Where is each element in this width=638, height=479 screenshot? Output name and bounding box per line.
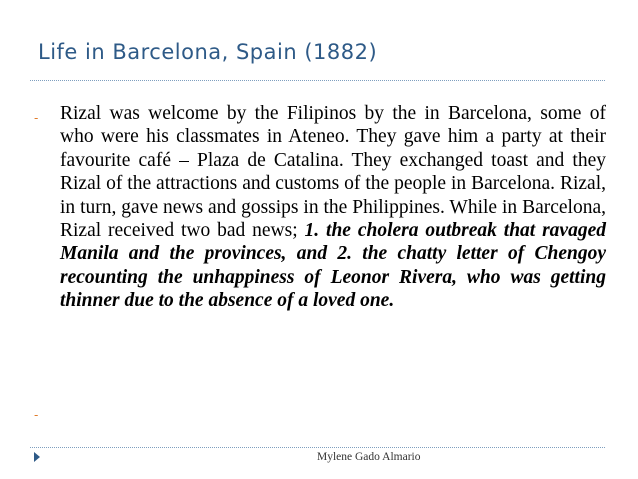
bullet-text-plain: Rizal was welcome by the Filipinos by the in Barcelona, some of who were his classmates in Ateneo. They gave him a party at their favourite café – Plaza de Catalina. They exchanged toast and they Rizal of the attractions and customs of the people in Barcelona. Rizal, in turn, gave news and gossips in the Philippines. While in Barcelona, Rizal received two bad news; xyxy=(60,103,606,242)
empty-bullet-marker: - xyxy=(34,408,39,422)
bullet-text-emphasis: 1. the cholera outbreak that ravaged Manila and the provinces, and 2. the chatty letter of Chengoy recounting the unhappiness of Leonor Rivera, who was getting thinner due to the absence of a loved one. xyxy=(60,220,606,312)
triangle-arrow-icon xyxy=(34,452,40,462)
bullet-text xyxy=(60,102,606,313)
bullet-marker: - xyxy=(34,111,39,125)
footer-author: Mylene Gado Almario xyxy=(317,451,421,463)
slide-title: Life in Barcelona, Spain (1882) xyxy=(38,40,378,64)
title-divider xyxy=(30,80,605,81)
footer-divider xyxy=(30,447,605,448)
